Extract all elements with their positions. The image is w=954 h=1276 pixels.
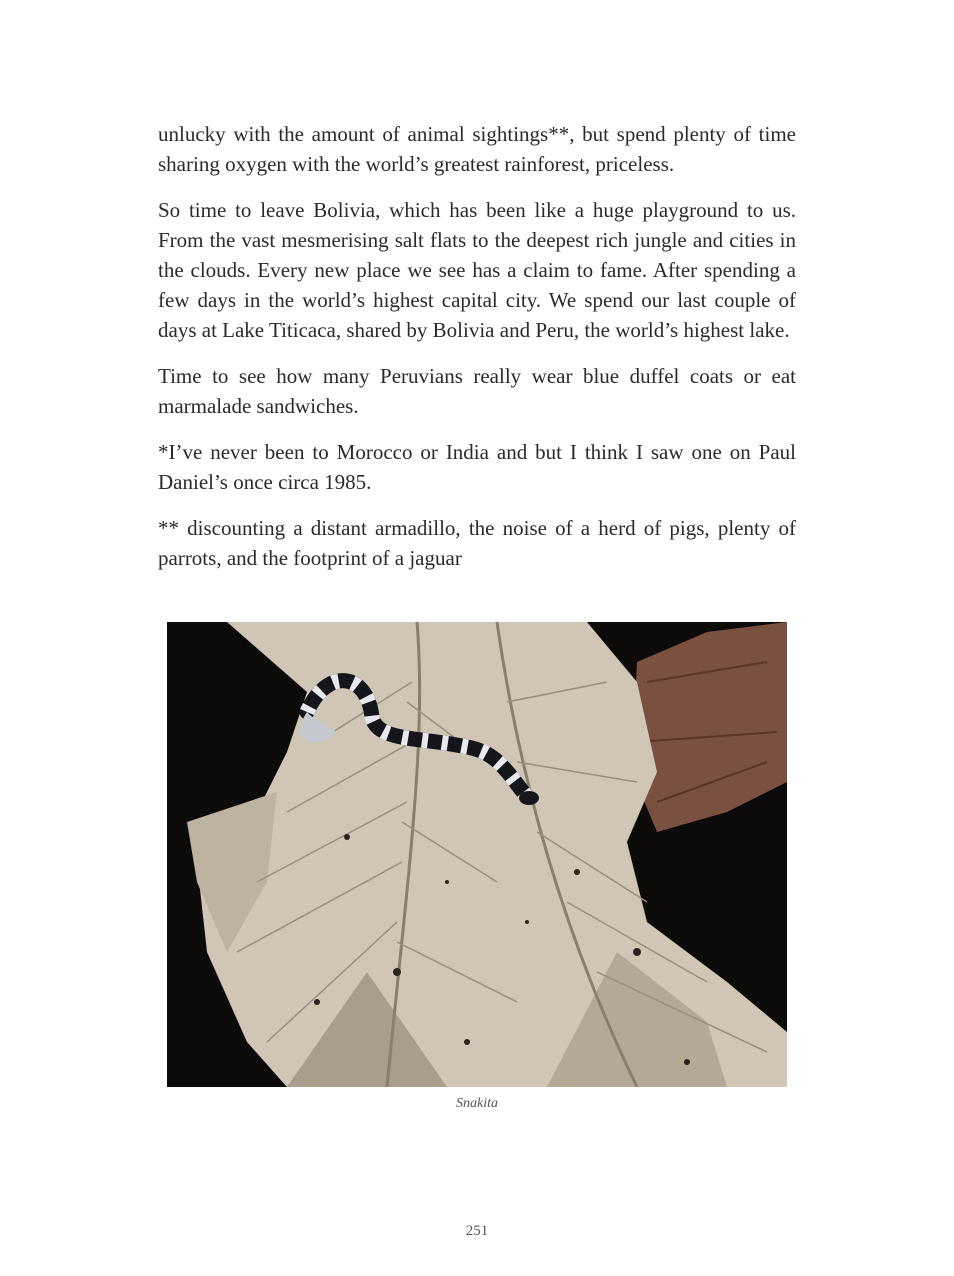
paragraph: unlucky with the amount of animal sightings**, but spend plenty of time sharing oxygen with the world’s greatest rainforest, priceless. [158,122,796,176]
footnote: *I’ve never been to Morocco or India and but I think I saw one on Paul Daniel’s once circa 1985. [158,440,796,494]
body-text [158,119,796,589]
photo-caption: Snakita [456,1096,498,1111]
snake-photo [167,622,787,1087]
paragraph: So time to leave Bolivia, which has been like a huge playground to us. From the vast mesmerising salt flats to the deepest rich jungle and cities in the clouds. Every new place we see has a claim to fame. After spending a few days in the world’s highest capital city. We spend our last couple of days at Lake Titicaca, shared by Bolivia and Peru, the world’s highest lake. [158,198,796,342]
paragraph: Time to see how many Peruvians really wear blue duffel coats or eat marmalade sandwiches. [158,364,796,418]
footnote: ** discounting a distant armadillo, the noise of a herd of pigs, plenty of parrots, and the footprint of a jaguar [158,516,796,570]
page-number: 251 [465,1223,489,1239]
